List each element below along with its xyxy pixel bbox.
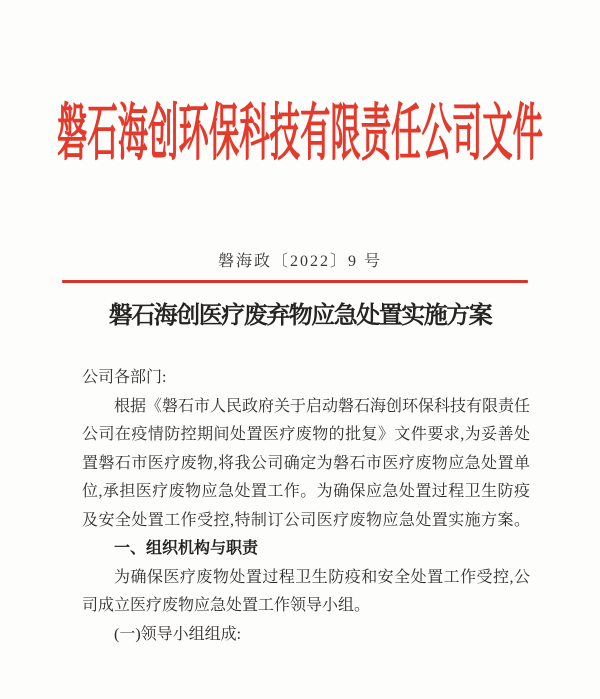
paragraph-line: 及安全处置工作受控,特制订公司医疗废物应急处置实施方案。: [82, 511, 530, 529]
document-title: 磐石海创医疗废弃物应急处置实施方案: [108, 303, 492, 329]
section-heading: 一、组织机构与职责: [114, 540, 259, 557]
paragraph-line: 为确保医疗废物处置过程卫生防疫和安全处置工作受控,公: [114, 568, 530, 586]
letterhead-title: 磐石海创环保科技有限责任公司文件: [56, 100, 544, 168]
letterhead: [0, 99, 600, 169]
salutation: 公司各部门:: [82, 369, 167, 386]
paragraph-line: 置磐石市医疗废物,将我公司确定为磐石市医疗废物应急处置单: [82, 454, 530, 472]
paragraph-line: 司成立医疗废物应急处置工作领导小组。: [82, 597, 371, 614]
subitem-label: (一)领导小组组成:: [114, 625, 242, 643]
paragraph-line: 位,承担医疗废物应急处置工作。为确保应急处置过程卫生防疫: [82, 483, 530, 500]
red-divider-line: [62, 280, 528, 283]
document-body: [82, 364, 530, 649]
paragraph-line: 根据《磐石市人民政府关于启动磐石海创环保科技有限责任: [114, 397, 531, 415]
doc-number: 磐海政〔2022〕9 号: [217, 253, 382, 270]
paragraph-line: 公司在疫情防控期间处置医疗废物的批复》文件要求,为妥善处: [82, 426, 530, 443]
